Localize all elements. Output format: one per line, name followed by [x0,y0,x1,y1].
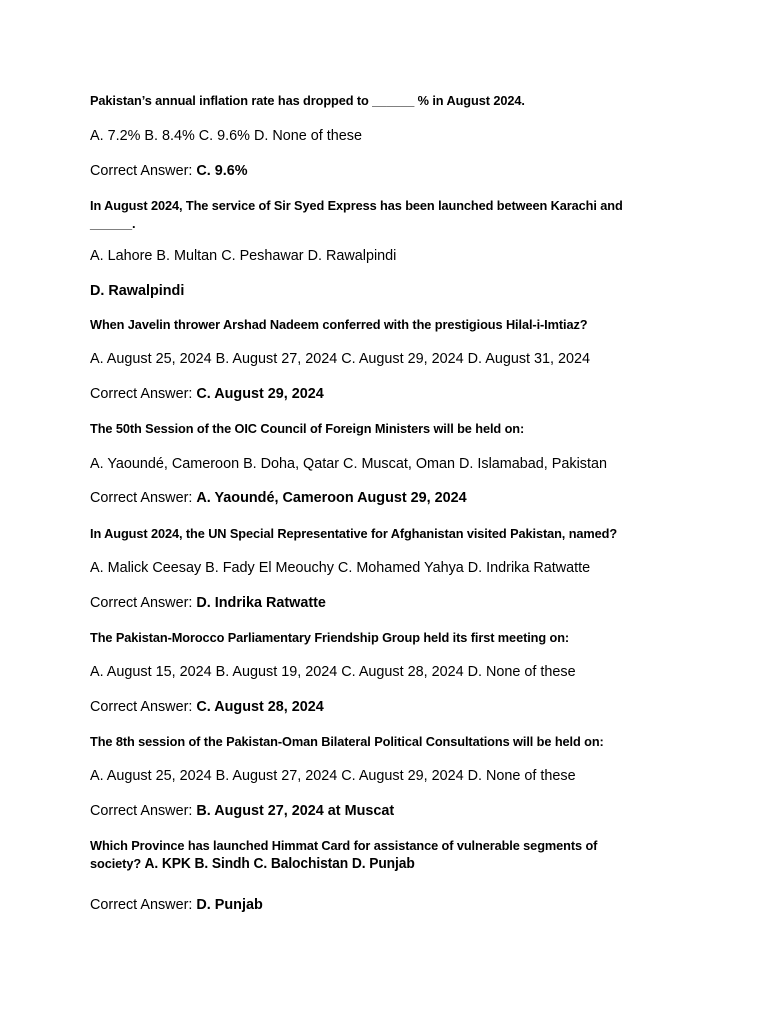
question-1: Pakistan’s annual inflation rate has dropped to ______ % in August 2024. [90,93,525,108]
question-4: The 50th Session of the OIC Council of Foreign Ministers will be held on: [90,421,525,436]
answer-value-8: D. Punjab [196,897,263,913]
answer-8 [90,895,710,915]
question-7: The 8th session of the Pakistan-Oman Bilateral Political Consultations will be held on: [90,734,604,749]
answer-5 [90,593,710,613]
answer-4 [90,488,710,508]
answer-3 [90,384,710,404]
answer-1 [90,161,710,181]
options-7: A. August 25, 2024 B. August 27, 2024 C. August 29, 2024 D. None of these [90,768,576,784]
options-2: A. Lahore B. Multan C. Peshawar D. Rawalpindi [90,248,397,264]
answer-value-7: B. August 27, 2024 at Muscat [196,803,395,819]
answer-value-5: D. Indrika Ratwatte [196,595,326,611]
answer-label-8: Correct Answer: [90,897,193,913]
answer-value-2: D. Rawalpindi [90,283,185,299]
answer-6 [90,697,710,717]
answer-value-4: A. Yaoundé, Cameroon August 29, 2024 [196,490,467,506]
answer-label-7: Correct Answer: [90,803,193,819]
answer-label-5: Correct Answer: [90,595,193,611]
answer-value-3: C. August 29, 2024 [196,386,324,402]
answer-label-3: Correct Answer: [90,386,193,402]
answer-value-6: C. August 28, 2024 [196,699,324,715]
question-8 [90,837,637,873]
question-5: In August 2024, the UN Special Representative for Afghanistan visited Pakistan, named? [90,526,618,541]
question-8-text: Which Province has launched Himmat Card for assistance of vulnerable segments of society? [90,838,598,871]
options-5: A. Malick Ceesay B. Fady El Meouchy C. Mohamed Yahya D. Indrika Ratwatte [90,560,591,576]
options-4: A. Yaoundé, Cameroon B. Doha, Qatar C. Muscat, Oman D. Islamabad, Pakistan [90,456,607,472]
question-2: In August 2024, The service of Sir Syed Express has been launched between Karachi and ______. [90,198,623,231]
options-6: A. August 15, 2024 B. August 19, 2024 C. August 28, 2024 D. None of these [90,664,576,680]
question-3: When Javelin thrower Arshad Nadeem conferred with the prestigious Hilal-i-Imtiaz? [90,317,588,332]
answer-label-6: Correct Answer: [90,699,193,715]
options-3: A. August 25, 2024 B. August 27, 2024 C. August 29, 2024 D. August 31, 2024 [90,351,591,367]
answer-label-1: Correct Answer: [90,163,193,179]
answer-value-1: C. 9.6% [196,163,248,179]
options-8: A. KPK B. Sindh C. Balochistan D. Punjab [144,856,415,872]
question-6: The Pakistan-Morocco Parliamentary Friendship Group held its first meeting on: [90,630,570,645]
answer-label-4: Correct Answer: [90,490,193,506]
options-1: A. 7.2% B. 8.4% C. 9.6% D. None of these [90,128,362,144]
answer-7 [90,801,710,821]
